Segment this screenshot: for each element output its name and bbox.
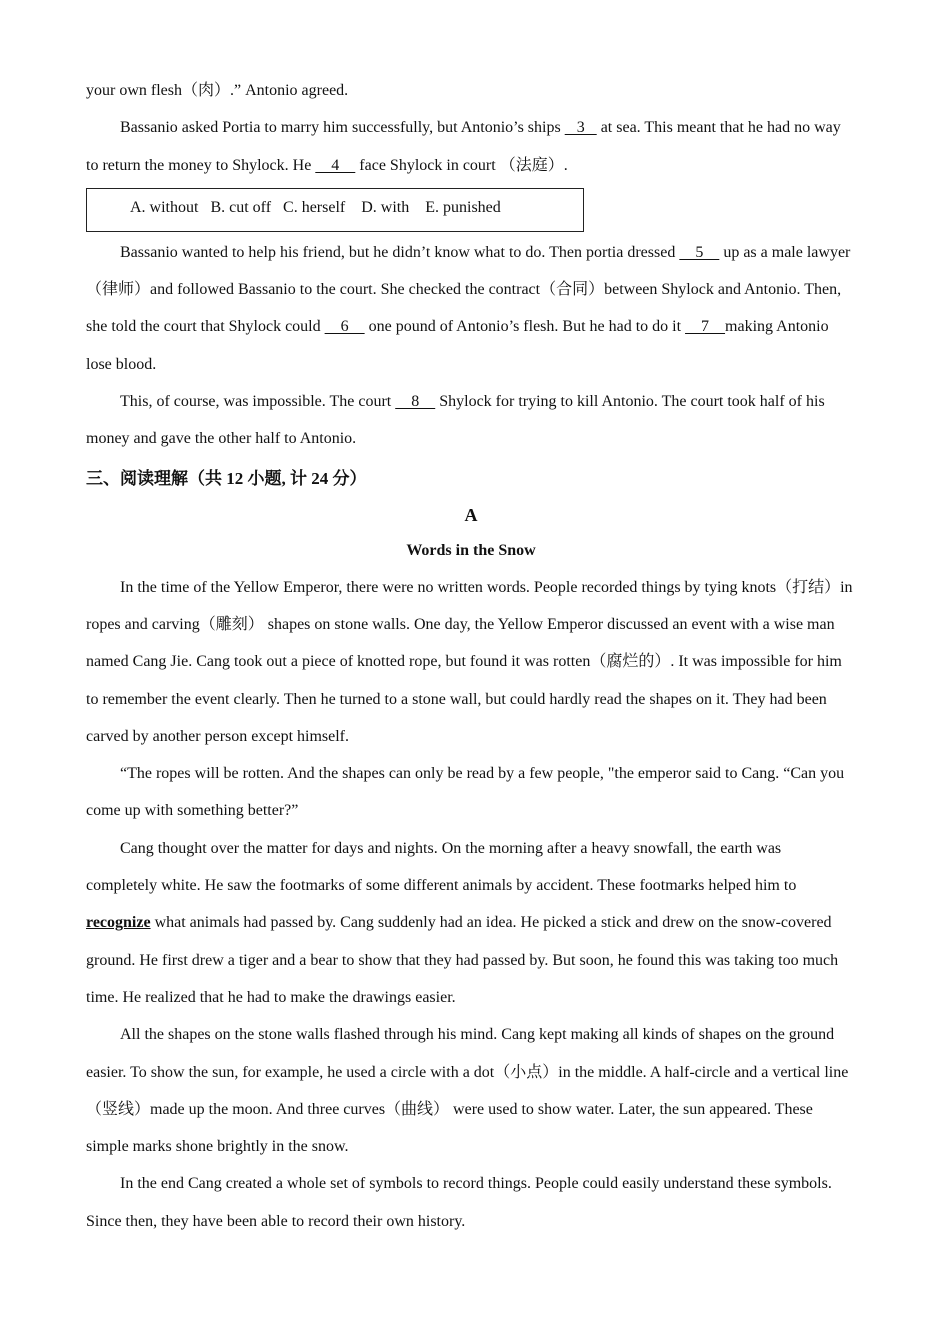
options-box: A. without B. cut off C. herself D. with E. punished <box>86 188 584 232</box>
blank-5[interactable]: 5 <box>679 243 720 261</box>
text: Bassanio asked Portia to marry him successfully, but Antonio’s ships <box>120 119 565 137</box>
passage-paragraph-2: “The ropes will be rotten. And the shapes can only be read by a few people, "the emperor said to Cang. “Can you come up with something better?” <box>86 765 845 820</box>
passage-paragraph-5: In the end Cang created a whole set of symbols to record things. People could easily understand these symbols. Since then, they have been able to record their own history. <box>86 1175 832 1230</box>
text: Bassanio wanted to help his friend, but he didn’t know what to do. Then portia dressed <box>120 243 680 261</box>
blank-7[interactable]: 7 <box>685 318 726 336</box>
blank-4[interactable]: 4 <box>315 156 356 174</box>
passage-title: Words in the Snow <box>406 541 536 559</box>
blank-6[interactable]: 6 <box>324 318 365 336</box>
passage-letter: A <box>464 504 478 525</box>
cloze-paragraph-3 <box>86 383 856 458</box>
blank-8[interactable]: 8 <box>395 393 436 411</box>
passage-paragraph-4: All the shapes on the stone walls flashed through his mind. Cang kept making all kinds of shapes on the ground easier. To show the sun, for example, he used a circle with a dot（小点）in the middle. A half-circle and a vertical line（竖线）made up the moon. And three curves（曲线） were used to show water. Later, the sun appeared. These simple marks shone brightly in the snow. <box>86 1026 849 1156</box>
text: one pound of Antonio’s flesh. But he had to do it <box>364 318 686 336</box>
cloze-paragraph-2 <box>86 234 856 383</box>
text: This, of course, was impossible. The court <box>120 393 396 411</box>
text: Cang thought over the matter for days and nights. On the morning after a heavy snowfall, the earth was completely white. He saw the footmarks of some different animals by accident. These footmarks helped him to <box>86 839 797 895</box>
blank-3[interactable]: 3 <box>564 119 597 137</box>
text: making Antonio lose blood. <box>86 318 829 373</box>
text: your own flesh（肉）.” Antonio agreed. <box>86 82 349 99</box>
section-heading: 三、阅读理解（共 12 小题, 计 24 分） <box>86 468 367 488</box>
text: up as a male lawyer （律师）and followed Bassanio to the court. She checked the contract（合同）between Shylock and Antonio. Then, she told the court that Shylock could <box>86 243 851 336</box>
cloze-paragraph-0 <box>86 72 856 109</box>
keyword-recognize: recognize <box>86 914 151 932</box>
passage-paragraph-3 <box>86 830 856 1016</box>
text: what animals had passed by. Cang suddenly had an idea. He picked a stick and drew on the snow-covered ground. He first drew a tiger and a bear to show that they had passed by. But soon, he found this was taking too much time. He realized that he had to make the drawings easier. <box>86 914 839 1006</box>
text: at sea. This meant that he had no way to return the money to Shylock. He <box>86 119 841 174</box>
text: face Shylock in court （法庭）. <box>355 156 568 174</box>
document-page <box>86 72 856 1240</box>
cloze-paragraph-1 <box>86 109 856 184</box>
passage-paragraph-1: In the time of the Yellow Emperor, there were no written words. People recorded things by tying knots（打结）in ropes and carving（雕刻） shapes on stone walls. One day, the Yellow Emperor discussed an event with a wise man named Cang Jie. Cang took out a piece of knotted rope, but found it was rotten（腐烂的）. It was impossible for him to remember the event clearly. Then he turned to a stone wall, but could hardly read the shapes on it. They had been carved by another person except himself. <box>86 578 853 745</box>
text: Shylock for trying to kill Antonio. The court took half of his money and gave the other half to Antonio. <box>86 393 825 448</box>
